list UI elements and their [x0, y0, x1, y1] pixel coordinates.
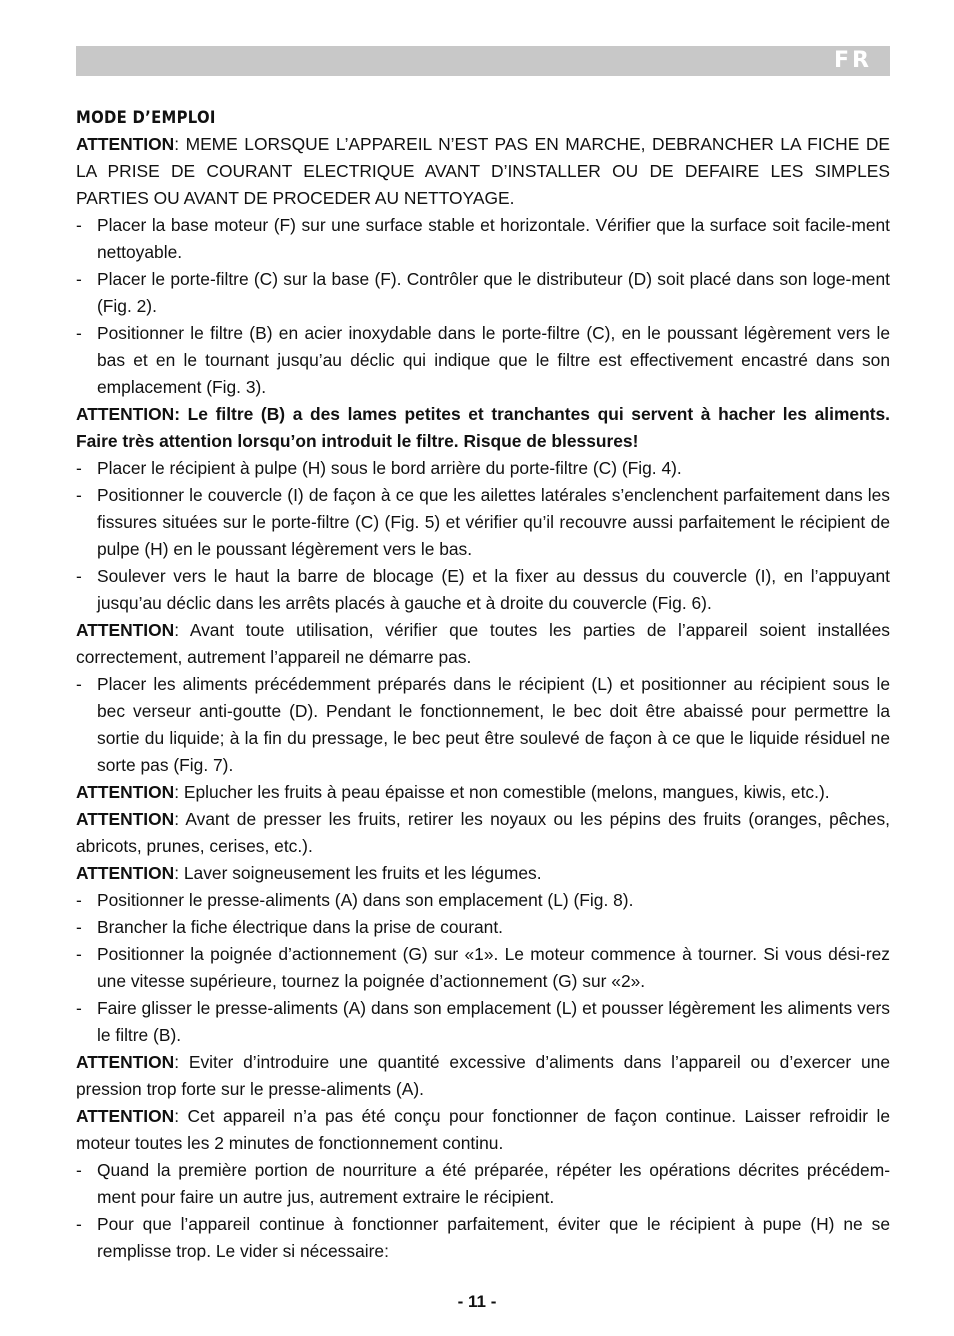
bullet-text: Soulever vers le haut la barre de blocage (E) et la fixer au dessus du couvercle (I), en l’appuyant jusqu’au déclic dans les arrêts placés à gauche et à droite du couvercle (Fig. 6).	[97, 566, 890, 613]
bullet-item	[76, 995, 890, 1049]
attention-paragraph	[76, 779, 890, 806]
bullet-dash: -	[76, 1160, 82, 1180]
bullet-text: Placer le récipient à pulpe (H) sous le bord arrière du porte-filtre (C) (Fig. 4).	[97, 458, 682, 478]
bullet-dash: -	[76, 269, 82, 289]
bullet-dash: -	[76, 674, 82, 694]
attention-paragraph	[76, 860, 890, 887]
bullet-dash: -	[76, 458, 82, 478]
bullet-item	[76, 563, 890, 617]
attention-label: ATTENTION	[76, 620, 175, 640]
attention-label: ATTENTION	[76, 782, 175, 802]
bullet-text: Placer les aliments précédemment préparés dans le récipient (L) et positionner au récipient sous le bec verseur anti-goutte (D). Pendant le fonctionnement, le bec doit être abaissé pour permettre la sortie du liquide; à la fin du pressage, le bec peut être soulevé de façon à ce que le liquide résiduel ne sorte pas (Fig. 7).	[97, 674, 890, 775]
bullet-text: Placer le porte-filtre (C) sur la base (F). Contrôler que le distributeur (D) soit placé dans son loge-ment (Fig. 2).	[97, 269, 890, 316]
bullet-item	[76, 455, 890, 482]
bullet-text: Positionner le filtre (B) en acier inoxydable dans le porte-filtre (C), en le poussant légèrement vers le bas et en le tournant jusqu’au déclic qui indique que le filtre est effectivement encastré dans son emplacement (Fig. 3).	[97, 323, 890, 397]
bullet-text: Faire glisser le presse-aliments (A) dans son emplacement (L) et pousser légèrement les aliments vers le filtre (B).	[97, 998, 890, 1045]
bullet-dash: -	[76, 323, 82, 343]
bullet-text: Positionner le couvercle (I) de façon à ce que les ailettes latérales s’enclenchent parfaitement dans les fissures situées sur le porte-filtre (C) (Fig. 5) et vérifier qu’il recouvre aussi parfaitement le récipient de pulpe (H) en le poussant légèrement vers le bas.	[97, 485, 890, 559]
bullet-item	[76, 1157, 890, 1211]
page-number: - 11 -	[457, 1292, 497, 1311]
bullet-item	[76, 320, 890, 401]
attention-text: : Eplucher les fruits à peau épaisse et non comestible (melons, mangues, kiwis, etc.).	[174, 782, 830, 802]
bullet-text: Positionner le presse-aliments (A) dans son emplacement (L) (Fig. 8).	[97, 890, 634, 910]
bullet-item	[76, 1211, 890, 1265]
attention-label: ATTENTION	[76, 809, 175, 829]
bullet-text: Brancher la fiche électrique dans la prise de courant.	[97, 917, 504, 937]
attention-text: : Laver soigneusement les fruits et les légumes.	[174, 863, 542, 883]
attention-paragraph	[76, 131, 890, 212]
attention-paragraph	[76, 1103, 890, 1157]
bullet-dash: -	[76, 944, 82, 964]
bullet-dash: -	[76, 890, 82, 910]
header-bar	[76, 46, 890, 76]
warning-paragraph: ATTENTION: Le filtre (B) a des lames petites et tranchantes qui servent à hacher les aliments. Faire très attention lorsqu’on introduit le filtre. Risque de blessures!	[76, 404, 890, 451]
bullet-text: Quand la première portion de nourriture a été préparée, répéter les opérations décrites précédem-ment pour faire un autre jus, autrement extraire le récipient.	[97, 1160, 890, 1207]
bullet-dash: -	[76, 1214, 82, 1234]
bullet-item	[76, 482, 890, 563]
attention-text: : MEME LORSQUE L’APPAREIL N’EST PAS EN MARCHE, DEBRANCHER LA FICHE DE LA PRISE DE COURANT ELECTRIQUE AVANT D’INSTALLER OU DE DEFAIRE LES SIMPLES PARTIES OU AVANT DE PROCEDER AU NETTOYAGE.	[76, 134, 890, 208]
bullet-dash: -	[76, 215, 82, 235]
attention-text: : Cet appareil n’a pas été conçu pour fonctionner de façon continue. Laisser refroidir le moteur toutes les 2 minutes de fonctionnement continu.	[76, 1106, 890, 1153]
bullet-text: Positionner la poignée d’actionnement (G) sur «1». Le moteur commence à tourner. Si vous dési-rez une vitesse supérieure, tournez la poignée d’actionnement (G) sur «2».	[97, 944, 890, 991]
bullet-dash: -	[76, 485, 82, 505]
bullet-text: Pour que l’appareil continue à fonctionner parfaitement, éviter que le récipient à pupe (H) ne se remplisse trop. Le vider si nécessaire:	[97, 1214, 890, 1261]
bullet-dash: -	[76, 566, 82, 586]
language-code: FR	[834, 48, 872, 73]
bullet-item	[76, 941, 890, 995]
instructions-body	[76, 104, 890, 1265]
attention-paragraph	[76, 1049, 890, 1103]
bullet-item	[76, 914, 890, 941]
attention-label: ATTENTION	[76, 134, 175, 154]
attention-label: ATTENTION	[76, 863, 175, 883]
attention-text: : Avant toute utilisation, vérifier que toutes les parties de l’appareil soient installées correctement, autrement l’appareil ne démarre pas.	[76, 620, 890, 667]
attention-text: : Eviter d’introduire une quantité excessive d’aliments dans l’appareil ou d’exercer une pression trop forte sur le presse-aliments (A).	[76, 1052, 890, 1099]
bullet-item	[76, 887, 890, 914]
bullet-item	[76, 266, 890, 320]
bullet-dash: -	[76, 917, 82, 937]
section-title: MODE D’EMPLOI	[76, 108, 216, 127]
attention-paragraph	[76, 806, 890, 860]
attention-text: : Avant de presser les fruits, retirer les noyaux ou les pépins des fruits (oranges, pêches, abricots, prunes, cerises, etc.).	[76, 809, 890, 856]
attention-paragraph	[76, 617, 890, 671]
attention-label: ATTENTION	[76, 1052, 175, 1072]
bullet-item	[76, 212, 890, 266]
bullet-item	[76, 671, 890, 779]
attention-label: ATTENTION	[76, 1106, 175, 1126]
bullet-dash: -	[76, 998, 82, 1018]
bullet-text: Placer la base moteur (F) sur une surface stable et horizontale. Vérifier que la surface soit facile-ment nettoyable.	[97, 215, 890, 262]
